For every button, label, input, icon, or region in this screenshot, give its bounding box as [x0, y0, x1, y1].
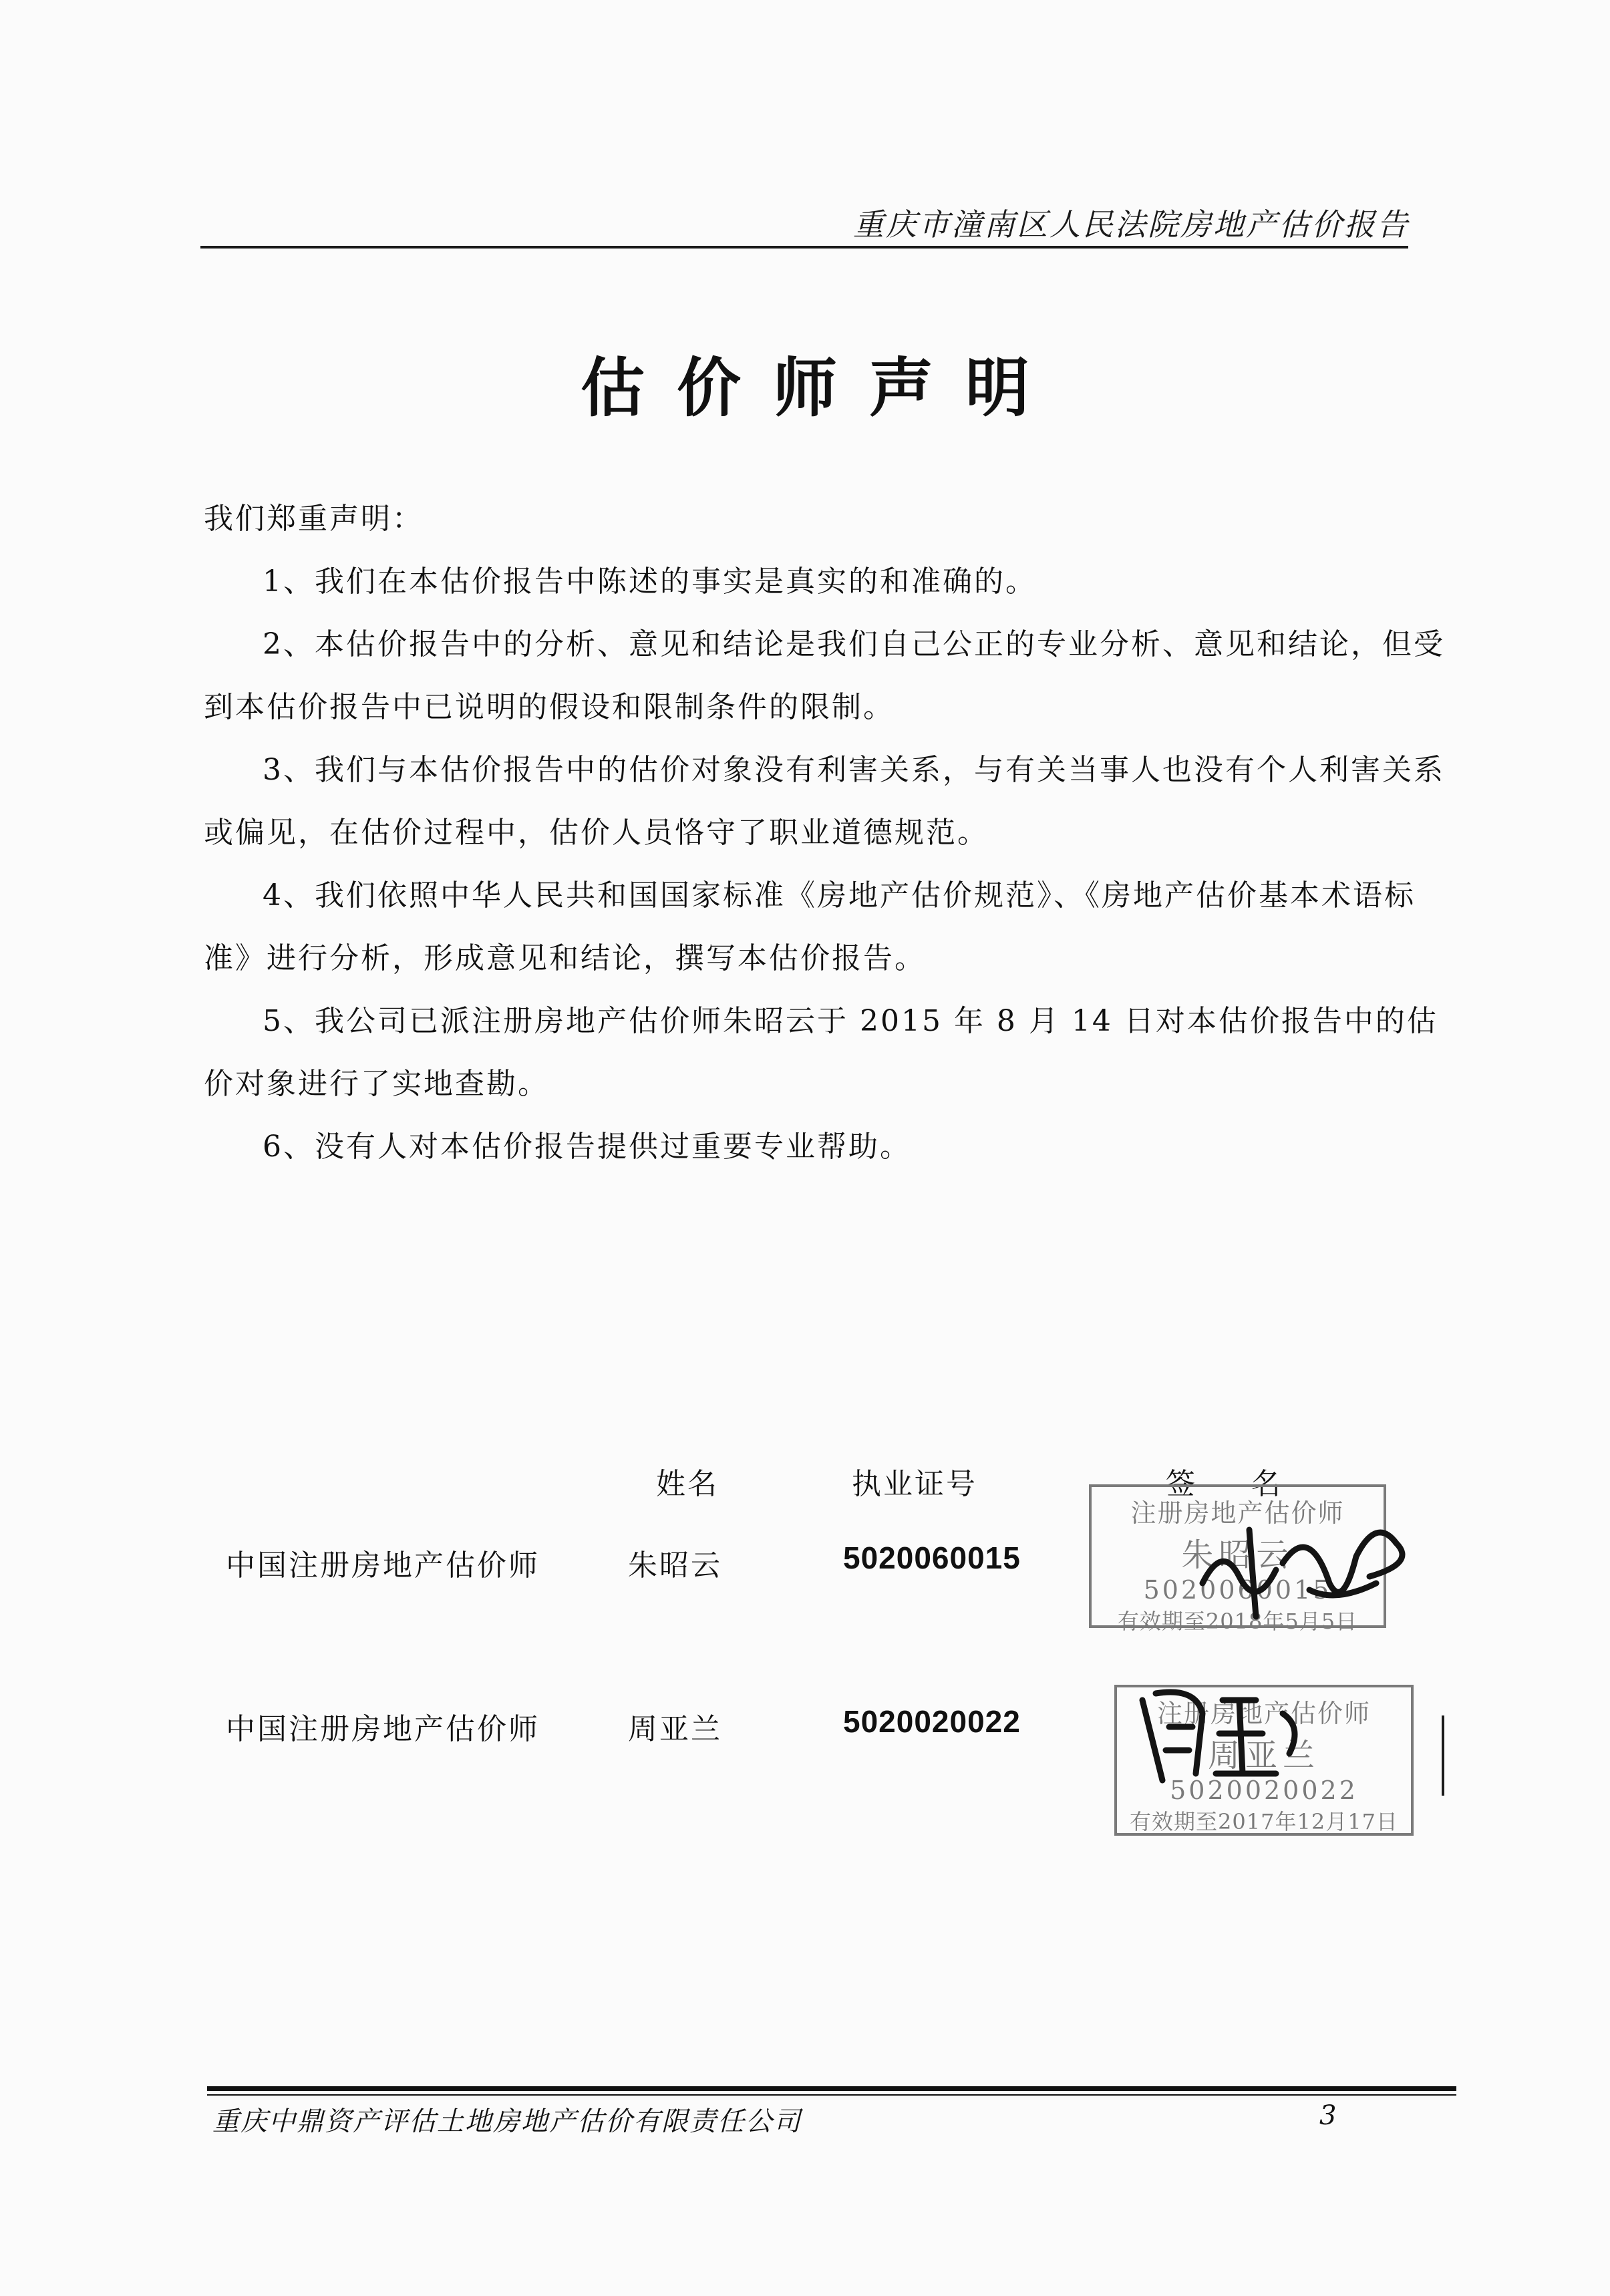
- appraiser-title: 中国注册房地产估价师: [226, 1712, 540, 1746]
- appraiser-cert-number: 5020060015: [843, 1540, 1021, 1575]
- appraiser-seal-stamp: [1114, 1685, 1414, 1836]
- declaration-item: 1、我们在本估价报告中陈述的事实是真实的和准确的。: [263, 564, 1037, 599]
- footer-rule: [207, 2086, 1456, 2091]
- declaration-body: [204, 488, 1453, 1178]
- declaration-item: 6、没有人对本估价报告提供过重要专业帮助。: [263, 1130, 911, 1164]
- stamp-line: 有效期至2017年12月17日: [1130, 1809, 1398, 1834]
- column-header-cert: 执业证号: [852, 1467, 977, 1501]
- stamp-line: 注册房地产估价师: [1156, 1699, 1371, 1728]
- footer-company-name: 重庆中鼎资产评估土地房地产估价有限责任公司: [212, 2106, 802, 2137]
- declaration-item: 4、我们依照中华人民共和国国家标准《房地产估价规范》、《房地产估价基本术语标准》进行分析，形成意见和结论，撰写本估价报告。: [204, 878, 1416, 975]
- appraiser-title: 中国注册房地产估价师: [226, 1548, 540, 1583]
- appraiser-name: 周亚兰: [628, 1712, 722, 1746]
- stamp-line: 注册房地产估价师: [1130, 1498, 1345, 1528]
- appraiser-cert-number: 5020020022: [843, 1704, 1021, 1739]
- declaration-item: 2、本估价报告中的分析、意见和结论是我们自己公正的专业分析、意见和结论，但受到本估价报告中已说明的假设和限制条件的限制。: [204, 627, 1445, 724]
- declaration-item: 3、我们与本估价报告中的估价对象没有利害关系，与有关当事人也没有个人利害关系或偏见，在估价过程中，估价人员恪守了职业道德规范。: [204, 753, 1445, 850]
- appraiser-seal-stamp: [1089, 1484, 1386, 1634]
- document-title: 估价师声明: [581, 350, 1062, 426]
- declaration-intro: 我们郑重声明：: [204, 502, 424, 536]
- stamp-line: 5020060015: [1143, 1575, 1332, 1605]
- page-number: 3: [1319, 2100, 1337, 2131]
- appraiser-name: 朱昭云: [628, 1548, 722, 1583]
- column-header-name: 姓名: [656, 1467, 719, 1501]
- stamp-line: 5020020022: [1170, 1776, 1358, 1805]
- running-header: 重庆市潼南区人民法院房地产估价报告: [853, 206, 1410, 242]
- header-rule: [200, 246, 1408, 249]
- stamp-line: 有效期至2018年5月5日: [1117, 1609, 1358, 1634]
- declaration-item: 5、我公司已派注册房地产估价师朱昭云于 2015 年 8 月 14 日对本估价报告中的估价对象进行了实地查勘。: [204, 1004, 1438, 1101]
- stamp-line: 朱昭云: [1181, 1536, 1294, 1574]
- footer-rule: [207, 2094, 1456, 2096]
- margin-mark: [1442, 1715, 1444, 1796]
- stamp-line: 周亚兰: [1207, 1737, 1320, 1774]
- column-header-signature: 签 名: [1166, 1467, 1294, 1501]
